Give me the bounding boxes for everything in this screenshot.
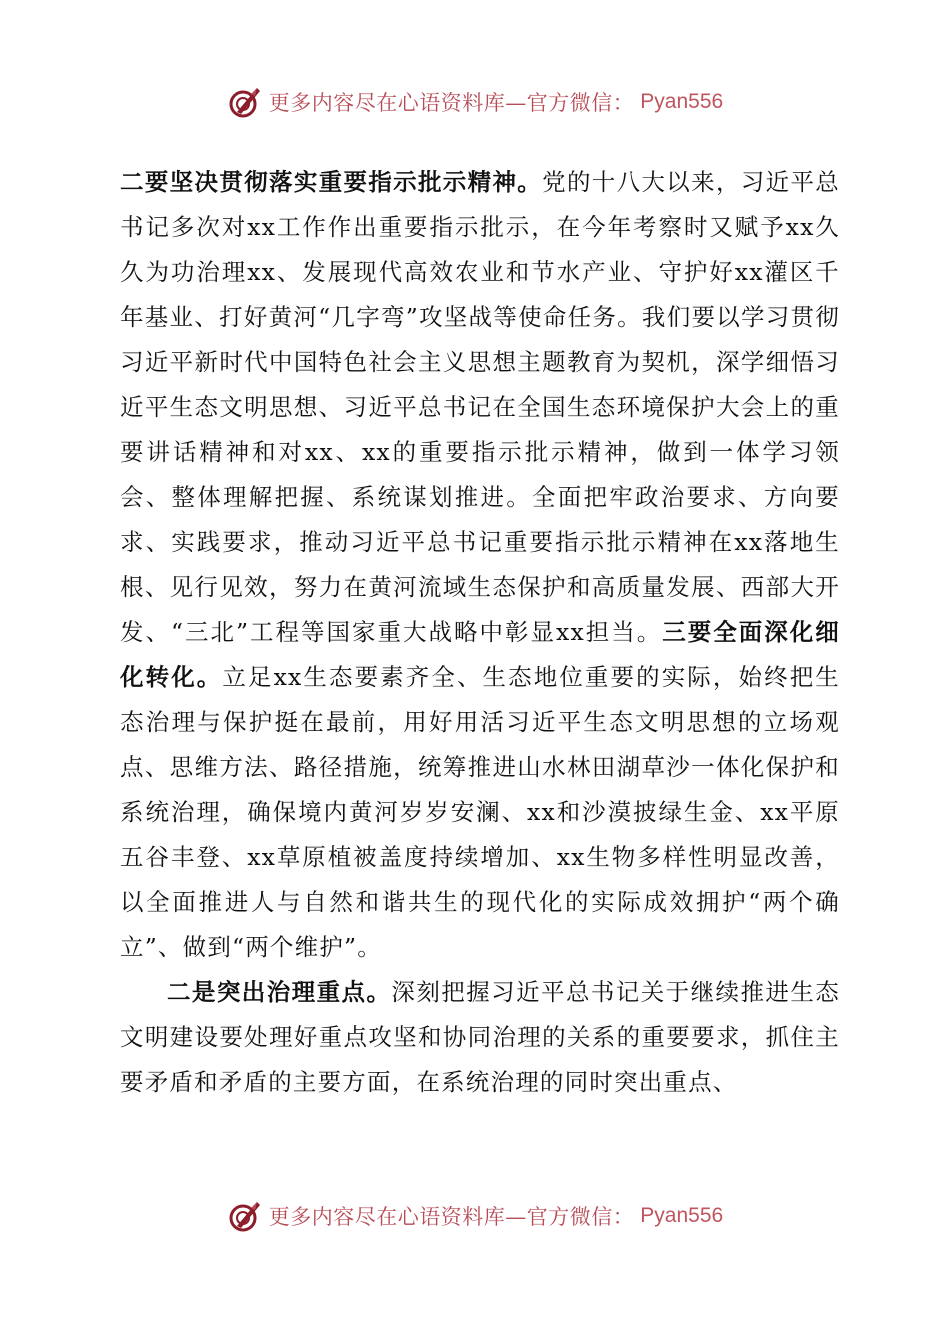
watermark-footer xyxy=(0,1196,950,1236)
watermark-text: 更多内容尽在心语资料库—官方微信： xyxy=(268,1205,635,1229)
watermark-text: 更多内容尽在心语资料库—官方微信： xyxy=(268,91,635,115)
document-body xyxy=(120,160,840,1105)
watermark-wechat-id: Pyan556 xyxy=(640,90,724,113)
quill-pen-circle-icon xyxy=(227,1198,263,1234)
paragraph-heading: 二要坚决贯彻落实重要指示批示精神。 xyxy=(120,168,543,196)
paragraph-text: 立足xx生态要素齐全、生态地位重要的实际，始终把生态治理与保护挺在最前，用好用活习近平生态文明思想的立场观点、思维方法、路径措施，统筹推进山水林田湖草沙一体化保护和系统治理，确保境内黄河岁岁安澜、xx和沙漠披绿生金、xx平原五谷丰登、xx草原植被盖度持续增加、xx生物多样性明显改善，以全面推进人与自然和谐共生的现代化的实际成效拥护“两个确立”、做到“两个维护”。 xyxy=(120,663,840,961)
quill-pen-circle-icon xyxy=(227,84,263,120)
watermark-header xyxy=(0,82,950,122)
paragraph-1 xyxy=(120,160,840,970)
paragraph-text: 深刻把握习近平总书记关于继续推进生态文明建设要处理好重点攻坚和协同治理的关系的重要要求，抓住主要矛盾和矛盾的主要方面，在系统治理的同时突出重点、 xyxy=(120,978,840,1096)
paragraph-2 xyxy=(120,970,840,1105)
paragraph-heading: 三要全面深化细化转化。 xyxy=(120,618,840,691)
paragraph-heading: 二是突出治理重点。 xyxy=(167,978,392,1006)
paragraph-text: 党的十八大以来，习近平总书记多次对xx工作作出重要指示批示，在今年考察时又赋予xx久久为功治理xx、发展现代高效农业和节水产业、守护好xx灌区千年基业、打好黄河“几字弯”攻坚战等使命任务。我们要以学习贯彻习近平新时代中国特色社会主义思想主题教育为契机，深学细悟习近平生态文明思想、习近平总书记在全国生态环境保护大会上的重要讲话精神和对xx、xx的重要指示批示精神，做到一体学习领会、整体理解把握、系统谋划推进。全面把牢政治要求、方向要求、实践要求，推动习近平总书记重要指示批示精神在xx落地生根、见行见效，努力在黄河流域生态保护和高质量发展、西部大开发、“三北”工程等国家重大战略中彰显xx担当。 xyxy=(120,168,840,646)
watermark-wechat-id: Pyan556 xyxy=(640,1204,724,1227)
